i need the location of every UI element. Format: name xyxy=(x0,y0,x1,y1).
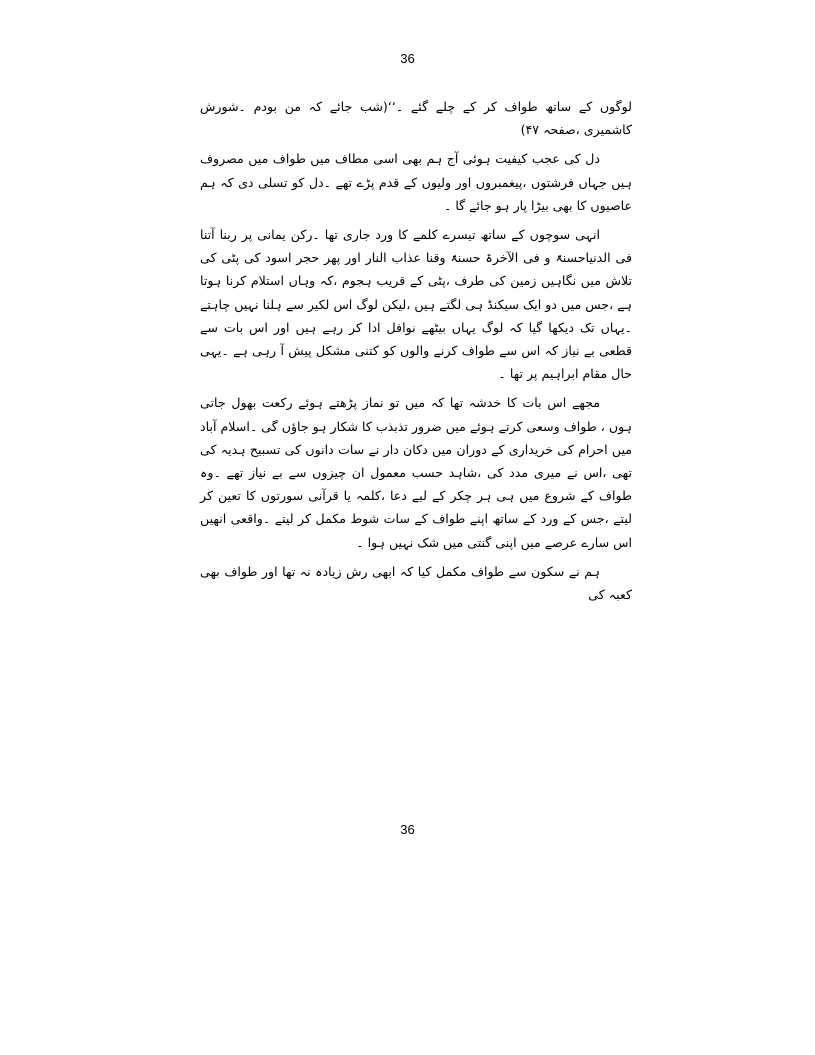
paragraph-tawaf-complete: ہم نے سکون سے طواف مکمل کیا کہ ابھی رش زیادہ نہ تھا اور طواف بھی کعبہ کی xyxy=(200,563,632,603)
paragraph-quote-citation: لوگوں کے ساتھ طواف کر کے چلے گئے ۔‘‘(شب جائے کہ من بودم ۔شورش کاشمیری ،صفحہ ۴۷) xyxy=(200,99,632,138)
page-number-top: 36 xyxy=(400,51,415,66)
page-number-bottom: 36 xyxy=(400,822,415,837)
page-body xyxy=(200,95,632,606)
paragraph-tawaf-counting: مجھے اس بات کا خدشہ تھا کہ میں تو نماز پڑھتے ہوئے رکعت بھول جاتی ہوں ، طواف وسعی کرتے ہوئے میں ضرور تذبذب کا شکار ہو جاؤں گی ۔اسلام آباد میں احرام کی خریداری کے دوران میں دکان دار نے سات دانوں کی تسبیح ہدیہ کی تھی ،اس نے میری مدد کی ،شاہد حسب معمول ان چیزوں سے بے نیاز تھے ۔وہ طواف کے شروع میں ہی ہر چکر کے لیے دعا ،کلمہ یا قرآنی سورتوں کا تعین کر لیتے ،جس کے ورد کے ساتھ اپنے طواف کے سات شوط مکمل کر لیتے ۔واقعی انھیں اس سارے عرصے میں اپنی گنتی میں شک نہیں ہوا ۔ xyxy=(200,395,632,550)
paragraph-hajar-aswad: انہی سوچوں کے ساتھ تیسرے کلمے کا ورد جاری تھا ۔رکن یمانی پر ربنا آتنا فی الدنیاحسنۃً و فی الآخرۃ حسنۃً وقنا عذاب النار اور پھر حجر اسود کی پٹی کی تلاش میں نگاہیں زمین کی طرف ،پٹی کے قریب ہجوم ،کہ وہاں استلام کرنا ہوتا ہے ،جس میں دو ایک سیکنڈ ہی لگتے ہیں ،لیکن لوگ اس لکیر سے ہلنا نہیں چاہتے ۔یہاں تک دیکھا گیا کہ لوگ یہاں بیٹھے نوافل ادا کر رہے ہیں اور اس بات سے قطعی بے نیاز کہ اس سے طواف کرنے والوں کو کتنی مشکل پیش آ رہی ہے ۔یہی حال مقام ابراہیم پر تھا ۔ xyxy=(200,227,632,382)
paragraph-mataf-feeling: دل کی عجب کیفیت ہوئی آج ہم بھی اسی مطاف میں طواف میں مصروف ہیں جہاں فرشتوں ،پیغمبروں اور ولیوں کے قدم پڑے تھے ۔دل کو تسلی دی کہ ہم عاصیوں کا بھی بیڑا پار ہو جائے گا ۔ xyxy=(200,151,632,213)
